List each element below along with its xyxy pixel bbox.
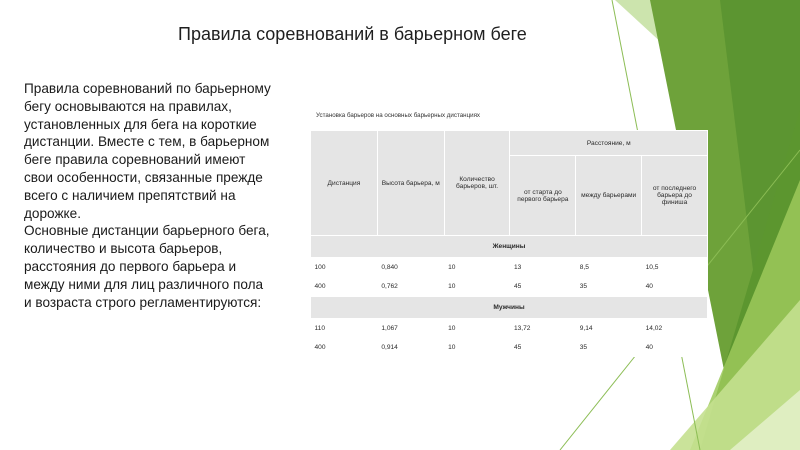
cell: 400 — [311, 277, 378, 297]
cell: 10 — [444, 277, 510, 297]
table-row — [311, 319, 708, 339]
cell: 14,02 — [642, 319, 708, 339]
body-text — [24, 80, 274, 311]
table-row — [311, 277, 708, 297]
header-count: Количество барьеров, шт. — [444, 131, 510, 236]
cell: 0,762 — [377, 277, 444, 297]
cell: 40 — [642, 277, 708, 297]
cell: 10 — [444, 319, 510, 339]
cell: 40 — [642, 338, 708, 357]
table-row — [311, 338, 708, 357]
cell: 400 — [311, 338, 378, 357]
cell: 110 — [311, 319, 378, 339]
cell: 8,5 — [576, 258, 642, 278]
slide-title: Правила соревнований в барьерном беге — [178, 24, 527, 44]
cell: 45 — [510, 277, 576, 297]
group-label-men: Мужчины — [311, 297, 708, 319]
cell: 1,067 — [377, 319, 444, 339]
cell: 35 — [576, 338, 642, 357]
table-caption: Установка барьеров на основных барьерных дистанциях — [316, 112, 481, 119]
table-row — [311, 258, 708, 278]
hurdles-table — [310, 130, 708, 357]
cell: 0,914 — [377, 338, 444, 357]
cell: 9,14 — [576, 319, 642, 339]
group-label-women: Женщины — [311, 236, 708, 258]
cell: 13 — [510, 258, 576, 278]
header-height: Высота барьера, м — [377, 131, 444, 236]
cell: 100 — [311, 258, 378, 278]
cell: 13,72 — [510, 319, 576, 339]
cell: 35 — [576, 277, 642, 297]
cell: 0,840 — [377, 258, 444, 278]
header-from-last: от последнего барьера до финиша — [642, 156, 708, 236]
cell: 45 — [510, 338, 576, 357]
header-distance-group: Расстояние, м — [510, 131, 708, 156]
header-between: между барьерами — [576, 156, 642, 236]
cell: 10,5 — [642, 258, 708, 278]
body-paragraph-2: Основные дистанции барьерного бега, количество и высота барьеров, расстояния до первого барьера и между ними для лиц различного пола и возраста строго регламентируются: — [24, 223, 270, 310]
cell: 10 — [444, 338, 510, 357]
cell: 10 — [444, 258, 510, 278]
header-to-first: от старта до первого барьера — [510, 156, 576, 236]
body-paragraph-1: Правила соревнований по барьерному бегу основываются на правилах, установленных для бега на короткие дистанции. Вместе с тем, в барьерном беге правила соревнований имеют свои особенности, связанные прежде всего с наличием препятствий на дорожке. — [24, 81, 271, 221]
header-distance: Дистанция — [311, 131, 378, 236]
